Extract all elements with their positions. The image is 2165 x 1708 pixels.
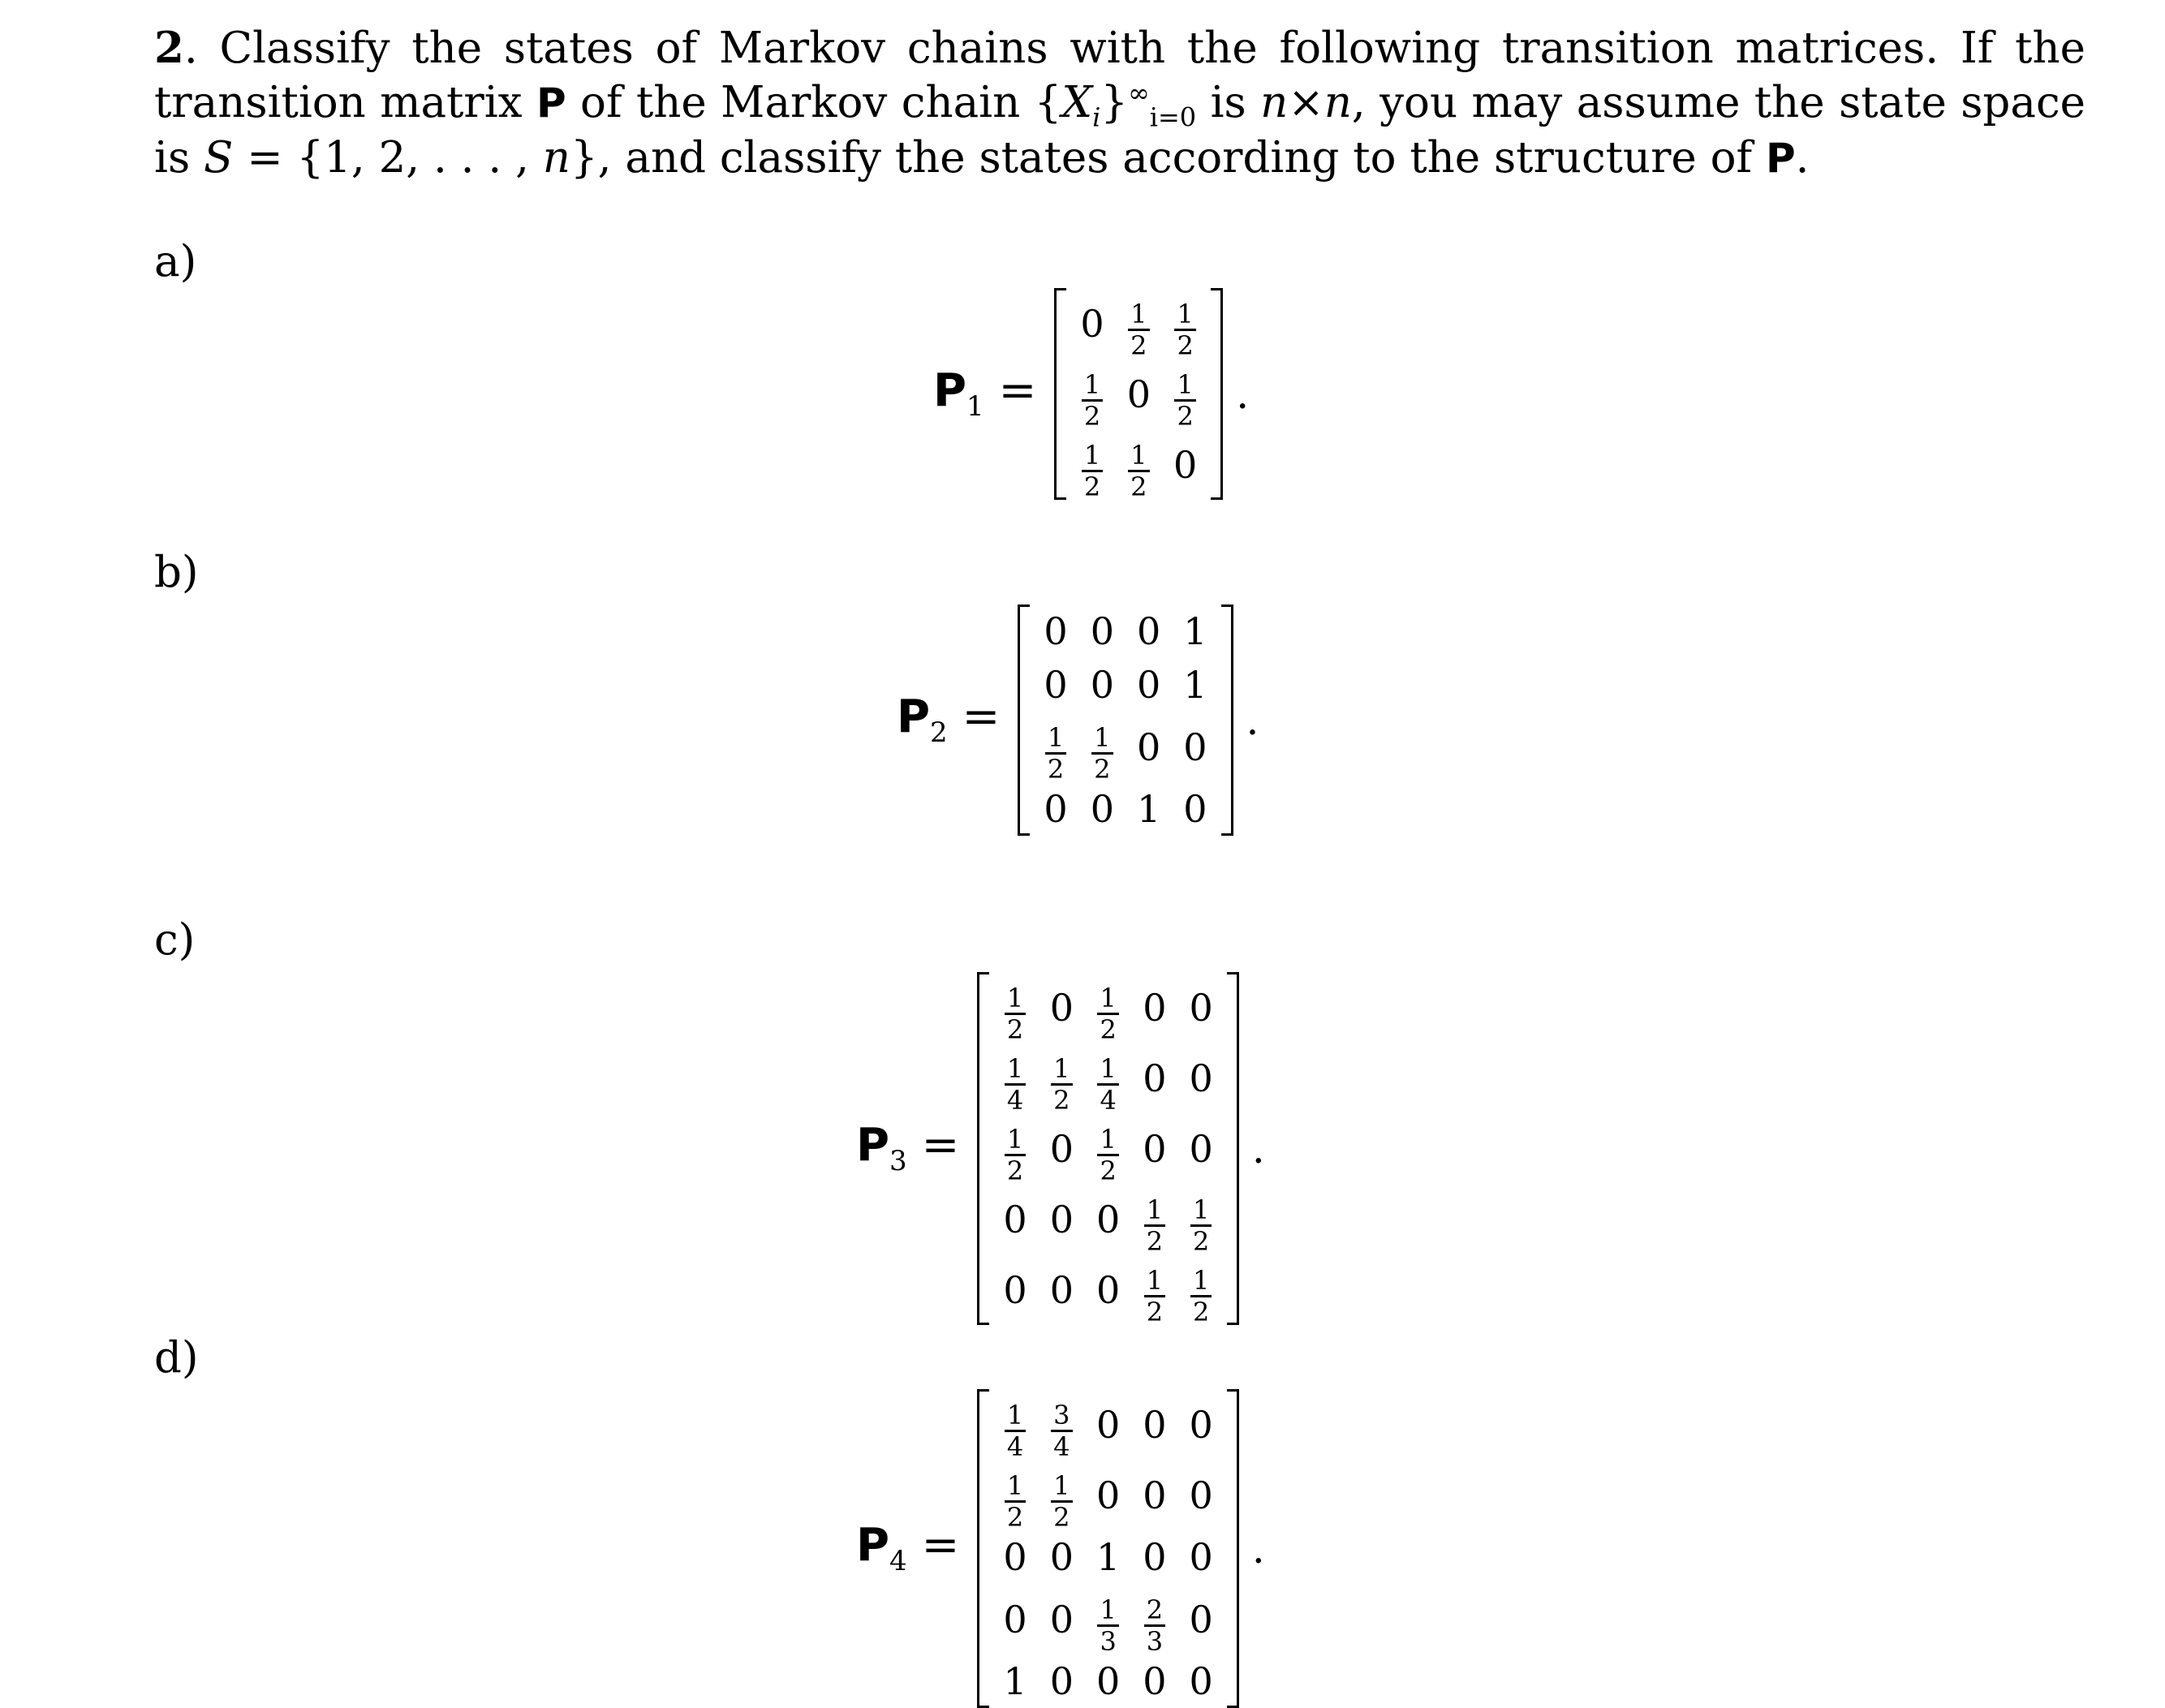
part-a-lhs: [933, 364, 1036, 423]
denominator: 4: [1100, 1085, 1117, 1116]
matrix-entry: 0: [1189, 1402, 1213, 1447]
matrix-subscript: 3: [889, 1145, 907, 1178]
numerator: 1: [1005, 1402, 1026, 1432]
index-sup: ∞: [1128, 77, 1150, 109]
times-sign: ×: [1288, 78, 1324, 127]
matrix-entry: [1131, 1254, 1177, 1325]
numerator: 1: [1051, 1056, 1072, 1086]
numerator: 2: [1144, 1597, 1165, 1627]
matrix-entry: 0: [1049, 1267, 1074, 1312]
index-sub: i=0: [1149, 101, 1197, 133]
matrix-entry: 1: [1003, 1659, 1027, 1703]
matrix-entry: 0: [1090, 663, 1114, 707]
part-d-period: .: [1251, 1525, 1265, 1572]
matrix-entry: 0: [1189, 1535, 1213, 1579]
matrix-entry: 0: [1095, 1473, 1121, 1517]
matrix-symbol: P: [897, 691, 931, 744]
denominator: 4: [1006, 1431, 1024, 1462]
matrix-row: [1069, 288, 1208, 359]
denominator: 2: [1083, 471, 1101, 502]
matrix-entry: 0: [1183, 787, 1207, 831]
problem-text-1: Classify the states of Markov chains with the following transition matrices. If the transition matrix: [154, 24, 2085, 127]
matrix-entry: 0: [1189, 1473, 1213, 1517]
denominator: 2: [1006, 1502, 1024, 1533]
numerator: 1: [1082, 442, 1103, 472]
matrix-subscript: 1: [966, 390, 984, 424]
numerator: 1: [1005, 1126, 1026, 1156]
matrix-symbol: P: [856, 1519, 890, 1572]
matrix-entry: 0: [1049, 985, 1074, 1030]
matrix-entry: [1178, 1254, 1225, 1325]
denominator: 2: [1177, 330, 1194, 361]
matrix-row: [992, 1654, 1224, 1708]
denominator: 2: [1146, 1297, 1164, 1327]
fraction: [1005, 1126, 1026, 1184]
matrix-entry: 0: [1189, 1126, 1213, 1171]
numerator: 1: [1174, 301, 1195, 331]
matrix-row: [1069, 429, 1208, 500]
matrix-entry: 0: [1049, 1597, 1074, 1641]
matrix-entry: 1: [1183, 609, 1207, 653]
numerator: 1: [1190, 1267, 1212, 1297]
matrix-entry: 0: [1189, 1659, 1213, 1703]
matrix-entry: 0: [1143, 1659, 1167, 1703]
matrix-entry: [1069, 429, 1115, 500]
matrix-entry: 0: [1003, 1197, 1027, 1241]
numerator: 1: [1082, 372, 1103, 402]
matrix-entry: [1085, 1113, 1131, 1184]
numerator: 1: [1097, 985, 1118, 1015]
numerator: 1: [1128, 442, 1149, 472]
problem-text-8: .: [1795, 133, 1810, 183]
fraction: [1051, 1053, 1072, 1116]
part-c-period: .: [1251, 1125, 1265, 1172]
fraction: [1005, 1470, 1026, 1533]
numerator: 1: [1128, 301, 1149, 331]
numerator: 1: [1091, 725, 1113, 755]
matrix-row: [992, 972, 1224, 1043]
matrix-entry: 0: [1143, 1126, 1167, 1171]
denominator: 2: [1083, 401, 1101, 432]
numerator: 1: [1174, 372, 1195, 402]
denominator: 2: [1177, 401, 1194, 432]
matrix-entry: 1: [1136, 787, 1161, 831]
matrix-entry: [1162, 288, 1208, 359]
matrix-entry: 0: [1003, 1597, 1027, 1641]
matrix-row: [992, 1184, 1224, 1254]
matrix-table: [992, 972, 1224, 1325]
denominator: 2: [1193, 1297, 1210, 1327]
fraction: [1005, 985, 1026, 1043]
fraction: [1051, 1470, 1072, 1533]
problem-text-4: is: [1210, 78, 1246, 127]
matrix-p4: [977, 1389, 1238, 1708]
matrix-entry: [992, 1113, 1038, 1184]
equals-sign: =: [921, 1119, 960, 1172]
problem-text-2: of the Markov chain {: [580, 78, 1062, 127]
part-a-label: a): [154, 237, 197, 286]
denominator: 2: [1193, 1226, 1210, 1257]
matrix-entry: [1116, 288, 1162, 359]
fraction: [1144, 1194, 1165, 1257]
matrix-entry: 0: [1044, 787, 1068, 831]
matrix-entry: [992, 1043, 1038, 1116]
denominator: 2: [1100, 1155, 1117, 1186]
part-d-lhs: [856, 1519, 959, 1577]
matrix-entry: 0: [1090, 609, 1114, 653]
matrix-row: [1032, 712, 1218, 782]
fraction: [1005, 1053, 1026, 1116]
matrix-entry: 0: [1003, 1535, 1027, 1579]
matrix-entry: [1178, 1184, 1225, 1257]
fraction: [1128, 301, 1149, 359]
matrix-entry: 0: [1143, 985, 1167, 1030]
var-x: X: [1061, 78, 1093, 127]
numerator: 1: [1097, 1126, 1118, 1156]
var-x-sub: i: [1092, 101, 1101, 133]
matrix-entry: [1085, 972, 1131, 1043]
matrix-row: [992, 1043, 1224, 1113]
matrix-entry: [1085, 1584, 1131, 1657]
denominator: 4: [1053, 1431, 1070, 1462]
denominator: 2: [1094, 754, 1111, 785]
fraction: [1097, 1053, 1118, 1116]
part-c-lhs: [856, 1119, 959, 1177]
var-n-2: n: [1324, 78, 1352, 127]
matrix-entry: 0: [1136, 725, 1161, 769]
matrix-entry: 0: [1049, 1659, 1074, 1703]
numerator: 1: [1045, 725, 1066, 755]
part-d-label: d): [154, 1333, 199, 1383]
denominator: 2: [1006, 1014, 1024, 1045]
numerator: 1: [1005, 985, 1026, 1015]
matrix-entry: 0: [1049, 1126, 1074, 1171]
matrix-entry: 0: [1143, 1535, 1167, 1579]
denominator: 3: [1146, 1626, 1164, 1657]
var-s: S: [204, 133, 234, 183]
matrix-row: [992, 1113, 1224, 1184]
matrix-entry: 0: [1095, 1197, 1121, 1241]
denominator: 4: [1006, 1085, 1024, 1116]
matrix-entry: 0: [1126, 372, 1151, 416]
fraction: [1128, 442, 1149, 500]
problem-number-dot: .: [183, 24, 198, 73]
matrix-entry: 0: [1136, 609, 1161, 653]
matrix-entry: 0: [1049, 1535, 1074, 1579]
matrix-entry: 1: [1183, 663, 1207, 707]
part-b-lhs: [897, 691, 1000, 749]
matrix-entry: [1039, 1460, 1085, 1533]
part-c-label: c): [154, 915, 196, 965]
matrix-entry: [1039, 1043, 1085, 1116]
fraction: [1174, 301, 1195, 359]
fraction: [1091, 722, 1113, 785]
matrix-entry: [1131, 1184, 1177, 1257]
fraction: [1144, 1594, 1165, 1657]
problem-text-3: }: [1100, 78, 1129, 127]
numerator: 1: [1051, 1473, 1072, 1503]
denominator: 2: [1047, 754, 1065, 785]
matrix-subscript: 4: [889, 1545, 907, 1578]
matrix-row: [992, 1254, 1224, 1325]
matrix-entry: 0: [1044, 609, 1068, 653]
matrix-entry: [992, 1460, 1038, 1533]
denominator: 2: [1006, 1155, 1024, 1186]
problem-number: 2: [154, 23, 184, 73]
problem-statement: [154, 21, 2085, 186]
numerator: 1: [1144, 1197, 1165, 1227]
matrix-symbol: P: [856, 1119, 890, 1172]
fraction: [1097, 985, 1118, 1043]
equals-sign: =: [962, 691, 1001, 744]
matrix-entry: 0: [1095, 1267, 1121, 1312]
matrix-entry: 0: [1095, 1659, 1121, 1703]
matrix-entry: 0: [1173, 442, 1198, 487]
matrix-symbol: P: [933, 364, 967, 418]
fraction: [1190, 1267, 1212, 1325]
matrix-entry: 1: [1095, 1535, 1121, 1579]
matrix-entry: [992, 972, 1038, 1043]
denominator: 2: [1130, 471, 1147, 502]
denominator: 2: [1130, 330, 1147, 361]
matrix-entry: 0: [1095, 1402, 1121, 1447]
matrix-row: [992, 1584, 1224, 1654]
problem-text-6: = {1, 2, . . . ,: [247, 133, 529, 183]
fraction: [1082, 369, 1103, 432]
numerator: 1: [1144, 1267, 1165, 1297]
fraction: [1190, 1194, 1212, 1257]
matrix-entry: 0: [1003, 1267, 1027, 1312]
problem-text-5: , you may assume the state space is: [154, 78, 2086, 183]
matrix-entry: [992, 1389, 1038, 1460]
equals-sign: =: [921, 1519, 960, 1572]
matrix-entry: [1162, 359, 1208, 432]
fraction: [1174, 369, 1195, 432]
matrix-entry: 0: [1044, 663, 1068, 707]
fraction: [1097, 1126, 1118, 1184]
matrix-entry: 0: [1049, 1197, 1074, 1241]
var-n-3: n: [542, 133, 570, 183]
fraction: [1045, 722, 1066, 785]
matrix-p2: [1018, 604, 1233, 836]
matrix-p3: [977, 972, 1238, 1325]
matrix-entry: 0: [1143, 1402, 1167, 1447]
part-b-label: b): [154, 548, 199, 597]
problem-text-7: }, and classify the states according to the structure of: [570, 133, 1753, 183]
matrix-table: [992, 1389, 1224, 1708]
matrix-entry: [1069, 359, 1115, 432]
numerator: 1: [1005, 1473, 1026, 1503]
matrix-entry: 0: [1143, 1473, 1167, 1517]
matrix-entry: [1085, 1043, 1131, 1116]
matrix-table: [1069, 288, 1208, 500]
matrix-entry: [1131, 1584, 1177, 1657]
matrix-row: [1032, 658, 1218, 712]
matrix-entry: 0: [1136, 663, 1161, 707]
matrix-entry: 0: [1080, 301, 1104, 346]
transition-matrix-symbol: P: [536, 80, 566, 127]
denominator: 2: [1100, 1014, 1117, 1045]
matrix-p1: [1054, 288, 1223, 500]
matrix-entry: 0: [1189, 1056, 1213, 1100]
denominator: 2: [1053, 1502, 1070, 1533]
part-d-equation: [856, 1389, 1265, 1708]
fraction: [1144, 1267, 1165, 1325]
fraction: [1097, 1594, 1118, 1657]
matrix-row: [1032, 782, 1218, 836]
matrix-entry: [1116, 429, 1162, 500]
part-c-equation: [856, 972, 1265, 1325]
denominator: 3: [1100, 1626, 1117, 1657]
matrix-row: [1069, 359, 1208, 429]
denominator: 2: [1146, 1226, 1164, 1257]
numerator: 1: [1190, 1197, 1212, 1227]
equals-sign: =: [998, 364, 1037, 418]
matrix-row: [1032, 604, 1218, 658]
matrix-entry: 0: [1189, 985, 1213, 1030]
matrix-row: [992, 1530, 1224, 1584]
part-a-equation: [933, 288, 1249, 500]
part-b-equation: [897, 604, 1259, 836]
fraction: [1051, 1402, 1072, 1460]
matrix-subscript: 2: [930, 716, 948, 750]
denominator: 2: [1053, 1085, 1070, 1116]
matrix-entry: [1079, 712, 1126, 785]
numerator: 3: [1051, 1402, 1072, 1432]
part-b-period: .: [1246, 696, 1259, 744]
matrix-entry: 0: [1143, 1056, 1167, 1100]
fraction: [1082, 442, 1103, 500]
matrix-entry: 0: [1189, 1597, 1213, 1641]
numerator: 1: [1097, 1056, 1118, 1086]
matrix-entry: 0: [1183, 725, 1207, 769]
numerator: 1: [1097, 1597, 1118, 1627]
matrix-entry: [1039, 1389, 1085, 1460]
part-a-period: .: [1236, 370, 1250, 418]
numerator: 1: [1005, 1056, 1026, 1086]
matrix-entry: [1032, 712, 1078, 785]
matrix-entry: 0: [1090, 787, 1114, 831]
transition-matrix-symbol-2: P: [1766, 135, 1796, 182]
matrix-table: [1032, 604, 1218, 836]
var-n-1: n: [1260, 78, 1289, 127]
fraction: [1005, 1402, 1026, 1460]
matrix-row: [992, 1460, 1224, 1530]
matrix-row: [992, 1389, 1224, 1460]
